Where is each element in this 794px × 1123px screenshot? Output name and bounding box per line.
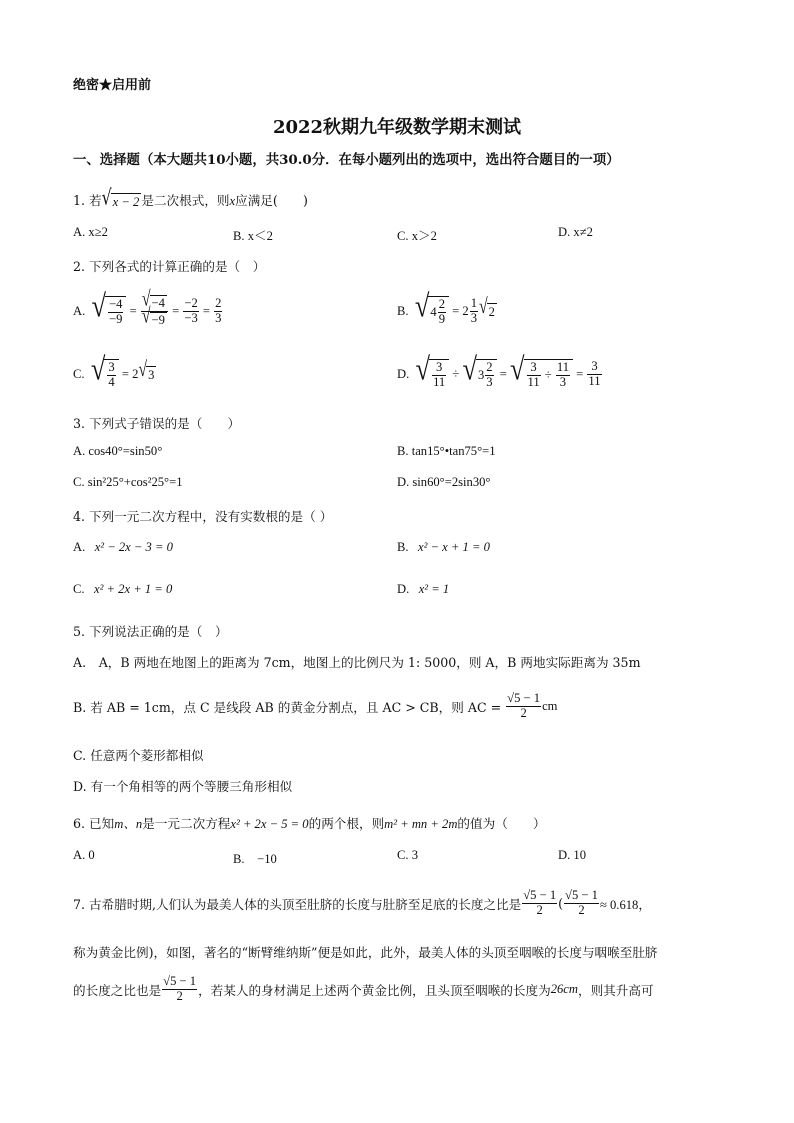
page-title: 2022秋期九年级数学期末测试 — [272, 117, 522, 138]
q7-approx: ≈ 0.618， — [599, 897, 651, 912]
q1-var: x — [229, 194, 236, 208]
q4-d-eq: x² = 1 — [418, 582, 450, 596]
q6-equation: x² + 2x − 5 = 0 — [230, 817, 309, 831]
q7-frac3-num: √5 − 1 — [163, 974, 197, 989]
q5-b-text: B. 若 AB = 1cm，点 C 是线段 AB 的黄金分割点，且 AC > CB，则 AC = — [73, 699, 502, 715]
q1-radical: √ x − 2 — [101, 184, 140, 210]
q4-b-label: B. — [397, 540, 409, 554]
q2-d-n4: 11 — [556, 360, 569, 375]
q4-option-c[interactable] — [73, 582, 172, 597]
q2-a-n1: −4 — [109, 297, 123, 312]
q5-b-num: √5 − 1 — [507, 691, 541, 706]
q2-b-n2: 1 — [470, 296, 477, 311]
q5-option-a[interactable]: A. A，B 两地在地图上的距离为 7cm，地图上的比例尺为 1: 5000，则 A，B 两地实际距离为 35m — [73, 655, 641, 670]
q7-frac2-num: √5 − 1 — [565, 888, 598, 903]
q2-d-d5: 11 — [588, 373, 601, 388]
q4-d-label: D. — [397, 582, 410, 596]
q2-b-d: 9 — [438, 311, 445, 326]
q2-a-d4: 3 — [215, 310, 222, 325]
q4-option-d[interactable] — [397, 582, 449, 597]
q2-b-whole: 4 — [430, 304, 437, 319]
q7-line1-text: 7. 古希腊时期,人们认为最美人体的头顶至肚脐的长度与肚脐至足底的长度之比是 — [73, 896, 522, 912]
q7-frac3-den: 2 — [176, 988, 183, 1003]
q2-c-rad: 3 — [148, 367, 155, 382]
q4-option-b[interactable] — [397, 540, 490, 555]
q2-a-n2: −4 — [151, 296, 165, 311]
question-5-stem: 5. 下列说法正确的是（ ） — [73, 624, 228, 639]
q2-b-n: 2 — [438, 297, 445, 312]
q1-option-c[interactable]: C. x＞2 — [397, 229, 437, 243]
q1-stem-pre: 1. 若 — [73, 193, 102, 208]
q7-frac1-den: 2 — [536, 902, 543, 917]
q2-c-n: 3 — [108, 360, 115, 375]
q5-b-unit: cm — [542, 698, 558, 713]
q6-mid: 是一元二次方程 — [142, 816, 231, 831]
q2-d-n1: 3 — [432, 361, 446, 375]
q4-option-a[interactable] — [73, 540, 173, 555]
q4-b-eq: x² − x + 1 = 0 — [418, 540, 490, 554]
question-7-line-3 — [73, 970, 654, 1008]
q2-a-n3: −2 — [184, 296, 198, 311]
q3-option-b[interactable]: B. tan15°•tan75°=1 — [397, 444, 496, 458]
q2-c-d: 4 — [108, 374, 115, 389]
section-heading: 一、选择题（本大题共10小题，共30.0分．在每小题列出的选项中，选出符合题目的一项） — [73, 152, 620, 168]
q7-frac2-den: 2 — [578, 902, 585, 917]
question-6-stem — [73, 813, 546, 832]
q2-c-eq: = 2 — [121, 366, 139, 381]
q2-b-label: B. — [397, 303, 409, 318]
question-1-stem — [73, 184, 308, 210]
q2-a-label: A. — [73, 303, 86, 318]
q4-c-label: C. — [73, 582, 85, 596]
q6-mid2: 的两个根，则 — [308, 816, 385, 831]
q2-d-d4: 3 — [559, 374, 567, 389]
q1-option-d[interactable]: D. x≠2 — [558, 225, 593, 239]
q7-length: 26cm — [550, 981, 578, 996]
q1-stem-post: 应满足( ) — [235, 193, 308, 208]
question-2-stem: 2. 下列各式的计算正确的是（ ） — [73, 259, 266, 274]
q2-b-d2: 3 — [470, 310, 477, 325]
q1-option-b[interactable]: B. x＜2 — [233, 229, 273, 243]
q1-radicand: x − 2 — [112, 195, 140, 209]
q2-d-label: D. — [397, 366, 410, 381]
q2-c-label: C. — [73, 366, 85, 381]
q6-option-c[interactable]: C. 3 — [397, 848, 418, 862]
q4-c-eq: x² + 2x + 1 = 0 — [94, 582, 173, 596]
q1-stem-mid: 是二次根式，则 — [141, 193, 230, 208]
q7-line3-pre: 的长度之比也是 — [73, 982, 162, 998]
q2-d-n2: 2 — [486, 360, 493, 375]
q4-a-label: A. — [73, 540, 86, 554]
q2-b-rad: 2 — [488, 304, 495, 319]
q2-a-d1: −9 — [109, 311, 123, 326]
q2-a-d3: −3 — [184, 310, 198, 325]
q6-vars: m、n — [114, 817, 143, 831]
q6-option-b[interactable]: B. −10 — [233, 852, 277, 866]
secret-label: 绝密★启用前 — [73, 78, 152, 93]
q2-b-eq: = 2 — [452, 303, 469, 318]
q2-option-d[interactable]: D. √ $\frac{3}{11}$ ÷ √ 3 $\frac{2}{3}$ = √ $\frac{3}{11}$ ÷ $\frac{11}{3}$ = $\frac{3}{11}$ — [397, 350, 601, 389]
q3-option-c[interactable]: C. sin²25°+cos²25°=1 — [73, 475, 183, 489]
q6-pre: 6. 已知 — [73, 816, 115, 831]
q2-a-radical: √ $\frac{-4}{-9}$ — [92, 296, 127, 325]
q5-b-den: 2 — [520, 705, 527, 720]
q2-option-b[interactable]: B. √ 4 $\frac{2}{9}$ = 2 $\frac{1}{3}$ √ 2 — [397, 287, 495, 326]
q2-d-d2: 3 — [486, 374, 493, 389]
q3-option-d[interactable]: D. sin60°=2sin30° — [397, 475, 491, 489]
question-4-stem: 4. 下列一元二次方程中，没有实数根的是（ ） — [73, 509, 333, 524]
q2-option-a[interactable]: A. √ $\frac{-4}{-9}$ = √ −4 √ −9 = $\frac{-2}{-3}$ = $\frac{2}{3}$ — [73, 287, 222, 328]
q7-frac1-num: √5 − 1 — [523, 888, 557, 903]
q2-d-n5: 3 — [587, 360, 601, 374]
q2-option-c[interactable]: C. √ $\frac{3}{4}$ = 2 √ 3 — [73, 350, 155, 389]
q2-a-d2: −9 — [151, 312, 165, 327]
q2-c-radical: √ $\frac{3}{4}$ — [91, 359, 119, 388]
q6-option-a[interactable]: A. 0 — [73, 848, 95, 862]
question-7-line-1: 7. 古希腊时期,人们认为最美人体的头顶至肚脐的长度与肚脐至足底的长度之比是 $\frac{√5 - 1}{2}$ ( $\frac{√5 - 1}{2}$ ≈ 0.618， — [73, 888, 651, 917]
q6-expr: m² + mn + 2m — [384, 817, 458, 831]
q7-line3-post: ，若某人的身材满足上述两个黄金比例，且头顶至咽喉的长度为 — [198, 982, 551, 998]
q6-option-d[interactable]: D. 10 — [558, 848, 586, 862]
question-7-line-2: 称为黄金比例)，如图，著名的“断臂维纳斯”便是如此，此外，最美人体的头顶至咽喉的长度与咽喉至肚脐 — [73, 945, 658, 960]
q2-a-n4: 2 — [215, 296, 222, 311]
q2-d-whole: 3 — [477, 367, 485, 382]
q3-option-a[interactable]: A. cos40°=sin50° — [73, 444, 163, 458]
q5-option-b[interactable] — [73, 688, 557, 724]
q5-option-d[interactable]: D. 有一个角相等的两个等腰三角形相似 — [73, 779, 293, 794]
q2-d-d3: 11 — [527, 374, 540, 389]
q4-a-eq: x² − 2x − 3 = 0 — [94, 540, 173, 554]
q2-d-n3: 3 — [527, 361, 541, 375]
q2-d-d1: 11 — [433, 374, 446, 389]
q1-option-a[interactable]: A. x≥2 — [73, 225, 108, 239]
q5-option-c[interactable]: C. 任意两个菱形都相似 — [73, 748, 204, 763]
q6-post: 的值为（ ） — [457, 816, 546, 831]
q2-b-radical: √ 4 $\frac{2}{9}$ — [415, 296, 449, 325]
q7-line3-end: ，则其升高可 — [577, 982, 654, 998]
question-3-stem: 3. 下列式子错误的是（ ） — [73, 416, 241, 431]
